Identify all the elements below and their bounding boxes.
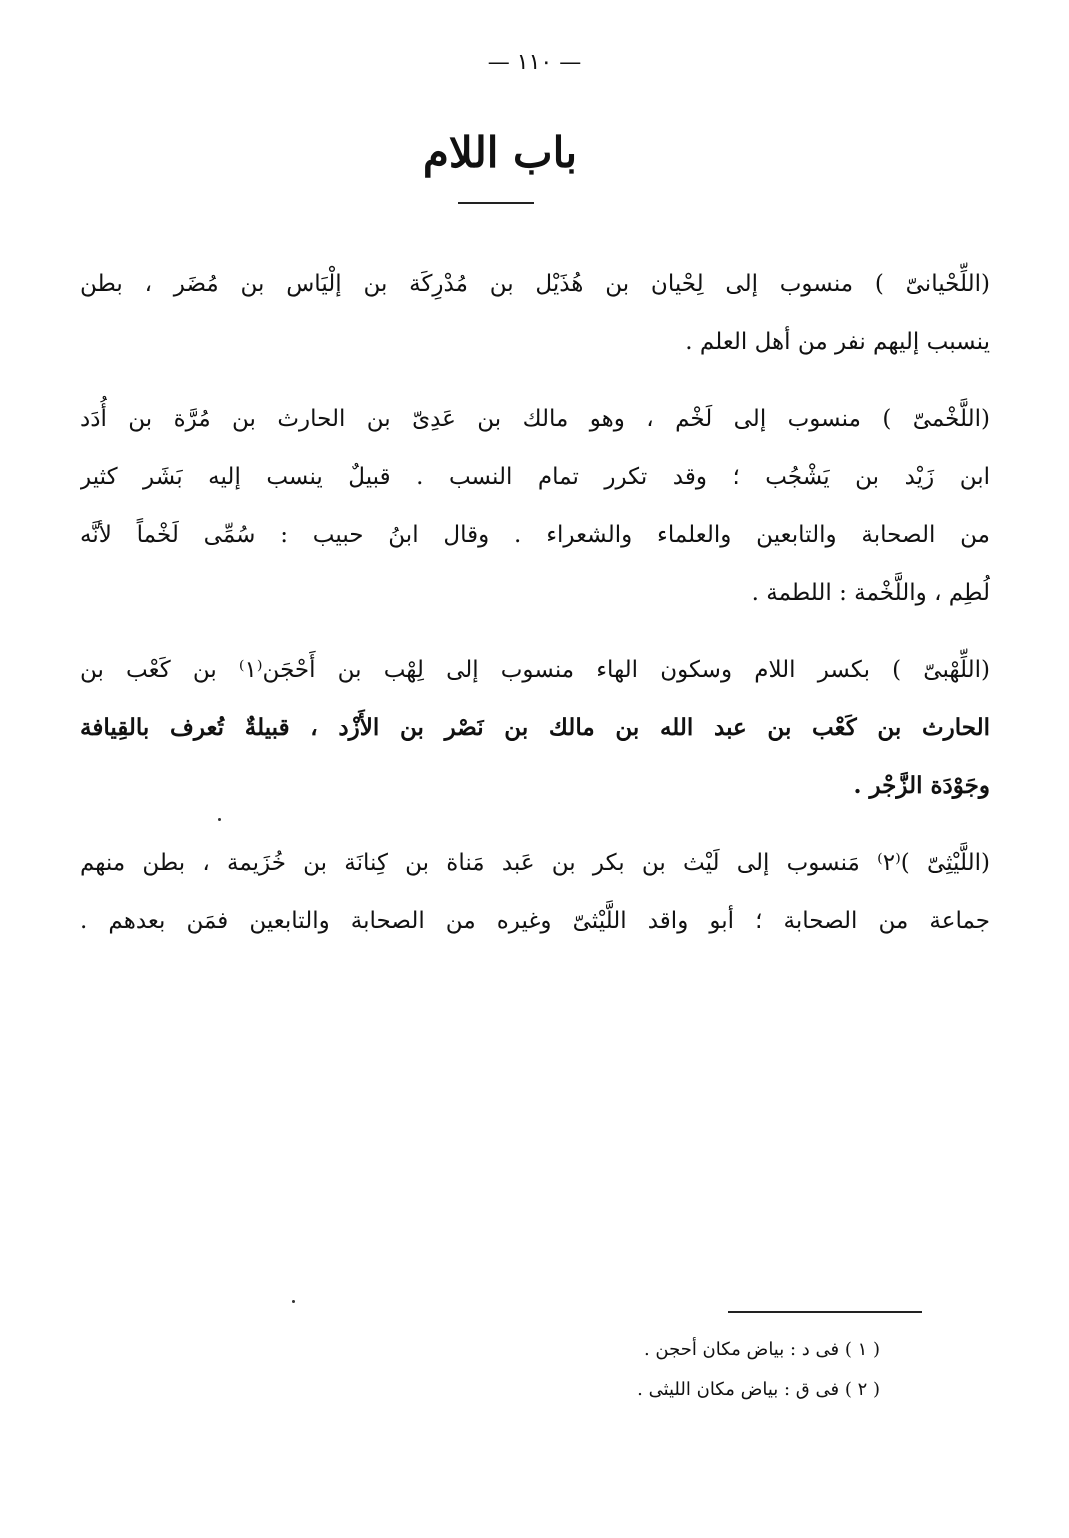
entry-lihyani: [80, 255, 990, 371]
entry-line: ابن زَيْد بن يَشْجُب ؛ وقد تكرر تمام النسب . قبيلٌ ينسب إليه بَشَر كثير: [80, 464, 990, 490]
entries: [80, 255, 990, 969]
entry-line: ينسبب إليهم نفر من أهل العلم .: [685, 329, 990, 355]
entry-line: وجَوْدَة الزَّجْر .: [853, 772, 990, 799]
entry-line: لُطِم ، واللَّخْمة : اللطمة .: [751, 580, 990, 606]
entry-lakhmi: [80, 390, 990, 622]
footnotes: [560, 1330, 880, 1410]
entry-line: (اللَّخْمىّ ) منسوب إلى لَخْم ، وهو مالك بن عَدِىّ بن الحارث بن مُرَّة بن أُدَد: [80, 406, 990, 432]
footnote-1: ( ١ ) فى د : بياض مكان أحجن .: [643, 1339, 880, 1360]
entry-line: (اللِّحْيانىّ ) منسوب إلى لِحْيان بن هُذَيْل بن مُدْرِكَة بن إلْيَاس بن مُضَر ، بطن: [80, 271, 990, 297]
entry-laythi: [80, 834, 990, 950]
entry-line: (اللِّهْبىّ ) بكسر اللام وسكون الهاء منسوب إلى لِهْب بن أَحْجَن⁽١⁾ بن كَعْب بن: [80, 657, 990, 683]
entry-line: من الصحابة والتابعين والعلماء والشعراء . وقال ابنُ حبيب : سُمِّى لَخْماً لأنَّه: [80, 522, 990, 548]
footnote-rule: [728, 1311, 922, 1313]
scan-speck: [292, 1300, 295, 1303]
entry-lihbi: [80, 641, 990, 815]
scan-speck: [218, 818, 221, 821]
footnote-2: ( ٢ ) فى ق : بياض مكان الليثى .: [637, 1379, 880, 1400]
entry-line: (اللَّيْثِىّ )⁽٢⁾ مَنسوب إلى لَيْث بن بكر بن عَبد مَناة بن كِنانَة بن خُزَيمة ، بطن منهم: [80, 850, 990, 876]
entry-line: جماعة من الصحابة ؛ أبو واقد اللَّيْثىّ وغيره من الصحابة والتابعين فمَن بعدهم .: [80, 908, 990, 934]
title-rule: [458, 202, 534, 204]
entry-line: الحارث بن كَعْب بن عبد الله بن مالك بن نَصْر بن الأَزْد ، قبيلةٌ تُعرف بالقِيافة: [80, 714, 990, 741]
page-number: — ١١٠ —: [487, 50, 582, 75]
chapter-title: باب اللام: [422, 128, 578, 177]
